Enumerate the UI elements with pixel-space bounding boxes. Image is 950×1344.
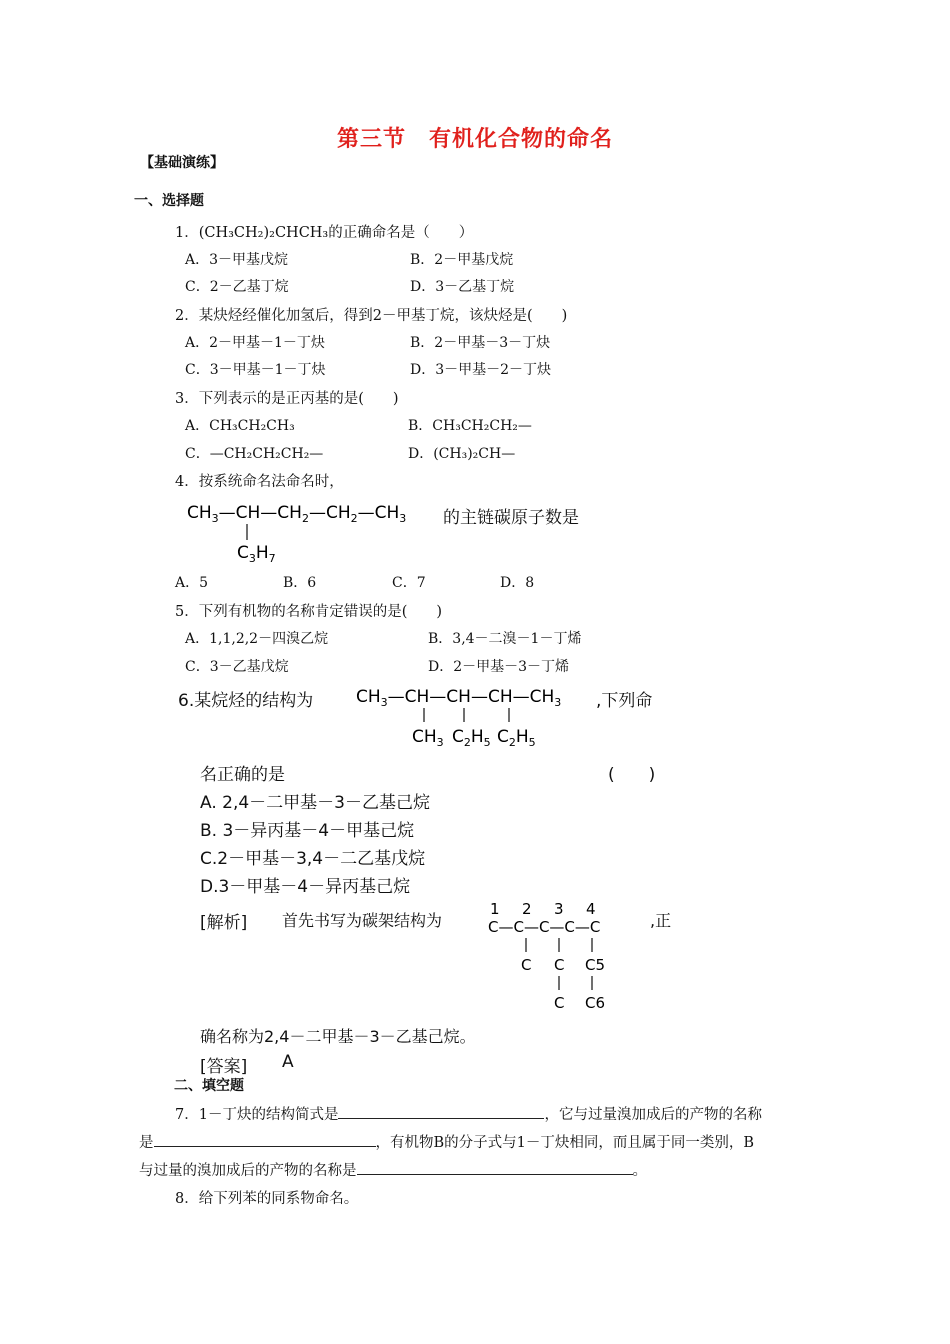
svg-text:2: 2 (522, 900, 532, 918)
q6-analysis-text: 首先书写为碳架结构为 (282, 911, 443, 930)
section-fill-heading: 二、填空题 (174, 1078, 244, 1094)
svg-text:1: 1 (490, 900, 500, 918)
q5-option-d: D．2－甲基－3－丁烯 (428, 659, 570, 675)
q3-stem: 3．下列表示的是正丙基的是( ) (175, 391, 399, 407)
svg-text:CH3—CH—CH2—CH2—CH3: $CH_3—CH—CH_2—CH_2—CH_3$ (187, 503, 407, 525)
q6-answer-value: A (282, 1052, 294, 1072)
q3-option-a: A．CH₃CH₂CH₃ (185, 418, 295, 434)
q7-line1 (175, 1103, 762, 1124)
q6-answer-label: [答案] (200, 1057, 248, 1077)
q5-option-c: C．3－乙基戊烷 (185, 659, 289, 675)
q4-option-b: B．6 (283, 575, 317, 591)
q4-structural-formula (183, 496, 453, 568)
svg-text:C2H5: $C_2H_5$ (452, 727, 491, 749)
q6-option-d: D.3－甲基－4－异丙基己烷 (200, 877, 411, 897)
q7-blank-product-name[interactable] (154, 1132, 376, 1147)
q1-option-a: A．3－甲基戊烷 (185, 252, 289, 268)
q3-option-b: B．CH₃CH₂CH₂— (408, 418, 532, 434)
q5-stem: 5．下列有机物的名称肯定错误的是( ) (175, 604, 443, 620)
q6-carbon-skeleton (484, 898, 654, 1018)
q8-stem: 8．给下列苯的同系物命名。 (175, 1191, 359, 1207)
q6-stem-tail: ,下列命 (596, 691, 653, 711)
svg-text:4: 4 (586, 900, 596, 918)
q7-text-6: 。 (632, 1163, 647, 1179)
svg-text:C: C (521, 956, 532, 974)
q6-stem-continued: 名正确的是 (200, 765, 285, 785)
svg-text:C: C (554, 994, 565, 1012)
q4-stem: 4．按系统命名法命名时， (175, 474, 344, 490)
q4-option-c: C．7 (392, 575, 426, 591)
q7-text-5: 与过量的溴加成后的产物的名称是 (139, 1163, 357, 1179)
q7-line3 (139, 1159, 647, 1180)
q3-option-d: D．(CH₃)₂CH— (408, 446, 516, 462)
q6-structural-formula (352, 680, 592, 752)
svg-text:C5: C5 (585, 956, 606, 974)
q6-option-c: C.2－甲基－3,4－二乙基戊烷 (200, 849, 426, 869)
svg-text:3: 3 (554, 900, 564, 918)
q4-stem-tail: 的主链碳原子数是 (443, 508, 579, 528)
q7-text-2: ，它与过量溴加成后的产物的名称 (544, 1107, 762, 1123)
svg-text:CH3: $CH_3$ (412, 727, 444, 749)
q5-option-b: B．3,4－二溴－1－丁烯 (428, 631, 582, 647)
q6-option-b: B. 3－异丙基－4－甲基己烷 (200, 821, 415, 841)
q1-stem: 1．(CH₃CH₂)₂CHCH₃的正确命名是（ ） (175, 225, 474, 241)
q5-option-a: A．1,1,2,2－四溴乙烷 (185, 631, 329, 647)
q7-text-1: 7．1－丁炔的结构简式是 (175, 1107, 339, 1123)
svg-text:C—C—C—C—C: C—C—C—C—C (488, 918, 601, 936)
q4-option-a: A．5 (175, 575, 209, 591)
q3-option-c: C．—CH₂CH₂CH₂— (185, 446, 324, 462)
q7-blank-b-product-name[interactable] (357, 1160, 633, 1175)
q7-text-4: ，有机物B的分子式与1－丁炔相同，而且属于同一类别，B (375, 1135, 755, 1151)
q2-stem: 2．某炔烃经催化加氢后，得到2－甲基丁烷，该炔烃是( ) (175, 308, 568, 324)
svg-text:C: C (554, 956, 565, 974)
page-title: 第三节 有机化合物的命名 (336, 127, 613, 152)
q2-option-b: B．2－甲基－3－丁炔 (410, 335, 551, 351)
q2-option-d: D．3－甲基－2－丁炔 (410, 362, 552, 378)
q1-option-d: D．3－乙基丁烷 (410, 279, 515, 295)
q2-option-a: A．2－甲基－1－丁炔 (185, 335, 325, 351)
section-basic-heading: 【基础演练】 (140, 155, 224, 171)
q6-analysis-conclusion: 确名称为2,4－二甲基－3－乙基己烷。 (200, 1027, 476, 1046)
q6-analysis-tail: ,正 (650, 911, 672, 930)
svg-text:CH3—CH—CH—CH—CH3: $CH_3—CH—CH—CH—CH_3$ (356, 687, 562, 709)
q7-text-3: 是 (139, 1135, 154, 1151)
svg-text:C2H5: $C_2H_5$ (497, 727, 536, 749)
q1-option-b: B．2－甲基戊烷 (410, 252, 514, 268)
q6-answer-paren: ( ) (608, 765, 656, 785)
q7-line2 (139, 1131, 754, 1152)
svg-text:C3H7: $C_3H_7$ (237, 543, 276, 565)
q6-analysis-label: [解析] (200, 913, 248, 933)
section-choice-heading: 一、选择题 (134, 193, 204, 209)
q2-option-c: C．3－甲基－1－丁炔 (185, 362, 326, 378)
q7-blank-structure[interactable] (338, 1104, 544, 1119)
svg-text:C6: C6 (585, 994, 606, 1012)
q6-stem: 6.某烷烃的结构为 (178, 691, 314, 711)
q1-option-c: C．2－乙基丁烷 (185, 279, 289, 295)
q6-option-a: A. 2,4－二甲基－3－乙基己烷 (200, 793, 430, 813)
q4-option-d: D．8 (500, 575, 535, 591)
